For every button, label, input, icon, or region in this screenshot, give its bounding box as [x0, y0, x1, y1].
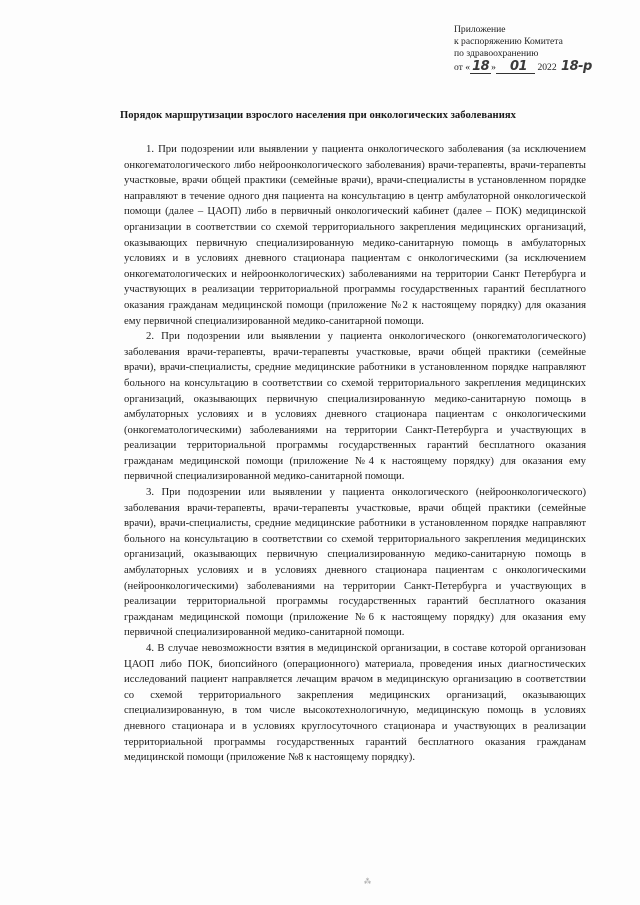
date-day: 18	[472, 58, 490, 74]
paragraph-3: 3. При подозрении или выявлении у пациента онкологического (нейроонкологического) заболевания врачи-терапевты, врачи-терапевты участковые, врачи общей практики (семейные врачи), врачи-специалисты, средние медицинские работники в установленном порядке направляют больного на консультацию в соответствии со схемой территориального закрепления медицинских организаций, оказывающих первичную специализированную медико-санитарную помощь в амбулаторных условиях и в условиях дневного стационара пациентам с онкологическими (нейроонкологическими) заболеваниями на территории Санкт-Петербурга и участвующих в реализации территориальной программы государственных гарантий бесплатного оказания гражданам медицинской помощи (приложение №6 к настоящему порядку) для оказания ему первичной специализированной медико-санитарной помощи.	[124, 486, 586, 639]
document-body	[124, 142, 586, 766]
date-prefix: от «	[454, 61, 471, 73]
date-month-field	[496, 58, 535, 74]
date-mid: »	[491, 61, 496, 73]
appendix-committee: по здравоохранению	[454, 48, 539, 60]
paragraph-1: 1. При подозрении или выявлении у пациента онкологического заболевания (за исключением онкогематологического либо нейроонкологического заболевания) врачи-терапевты, врачи-терапевты участковые, врачи общей практики (семейные врачи), врачи-специалисты в установленном порядке направляют в течение одного дня пациента на консультацию в центр амбулаторной онкологической помощи (далее – ЦАОП) либо в первичный онкологический кабинет (далее – ПОК) медицинской организации в соответствии со схемой территориального закрепления медицинских организаций, оказывающих первичную специализированную медико-санитарную помощь в амбулаторных условиях и в условиях дневного стационара пациентам с онкологическими (за исключением онкогематологических и нейроонкологических) заболеваниями на территории Санкт Петербурга и участвующих в реализации территориальной программы государственных гарантий бесплатного оказания гражданам медицинской помощи (приложение №2 к настоящему порядку) для оказания ему первичной специализированной медико-санитарной помощи.	[124, 143, 586, 327]
paragraph-4: 4. В случае невозможности взятия в медицинской организации, в составе которой организован ЦАОП либо ПОК, биопсийного (операционного) материала, проведения иных диагностических исследований пациент направляется лечащим врачом в медицинскую организацию в соответствии со схемой территориального закрепления медицинских организаций, оказывающих специализированную, в том числе высокотехнологичную, медицинскую помощь в условиях дневного стационара и в условиях круглосуточного стационара и участвующих в реализации территориальной программы государственных гарантий бесплатного оказания гражданам медицинской помощи (приложение №8 к настоящему порядку).	[124, 642, 586, 764]
date-month: 01	[509, 58, 528, 74]
appendix-order: к распоряжению Комитета	[454, 36, 563, 48]
appendix-block	[454, 24, 624, 74]
order-number: 18-р	[561, 58, 592, 74]
appendix-date-line	[454, 58, 624, 74]
scan-mark: ⁂	[364, 878, 371, 886]
document-title: Порядок маршрутизации взрослого населения при онкологических заболеваниях	[120, 110, 516, 121]
date-year: 2022	[537, 61, 557, 73]
paragraph-2: 2. При подозрении или выявлении у пациента онкологического (онкогематологического) заболевания врачи-терапевты, врачи-терапевты участковые, врачи общей практики (семейные врачи), врачи-специалисты, средние медицинские работники в установленном порядке направляют больного на консультацию в соответствии со схемой территориального закрепления медицинских организаций, оказывающих первичную специализированную медико-санитарную помощь в амбулаторных условиях и в условиях дневного стационара пациентам с онкологическими (онкогематологическими) заболеваниями на территории Санкт-Петербурга и участвующих в реализации территориальной программы государственных гарантий бесплатного оказания гражданам медицинской помощи (приложение №4 к настоящему порядку) для оказания ему первичной специализированной медико-санитарной помощи.	[124, 330, 586, 483]
date-day-field	[470, 58, 491, 74]
appendix-label: Приложение	[454, 24, 506, 35]
